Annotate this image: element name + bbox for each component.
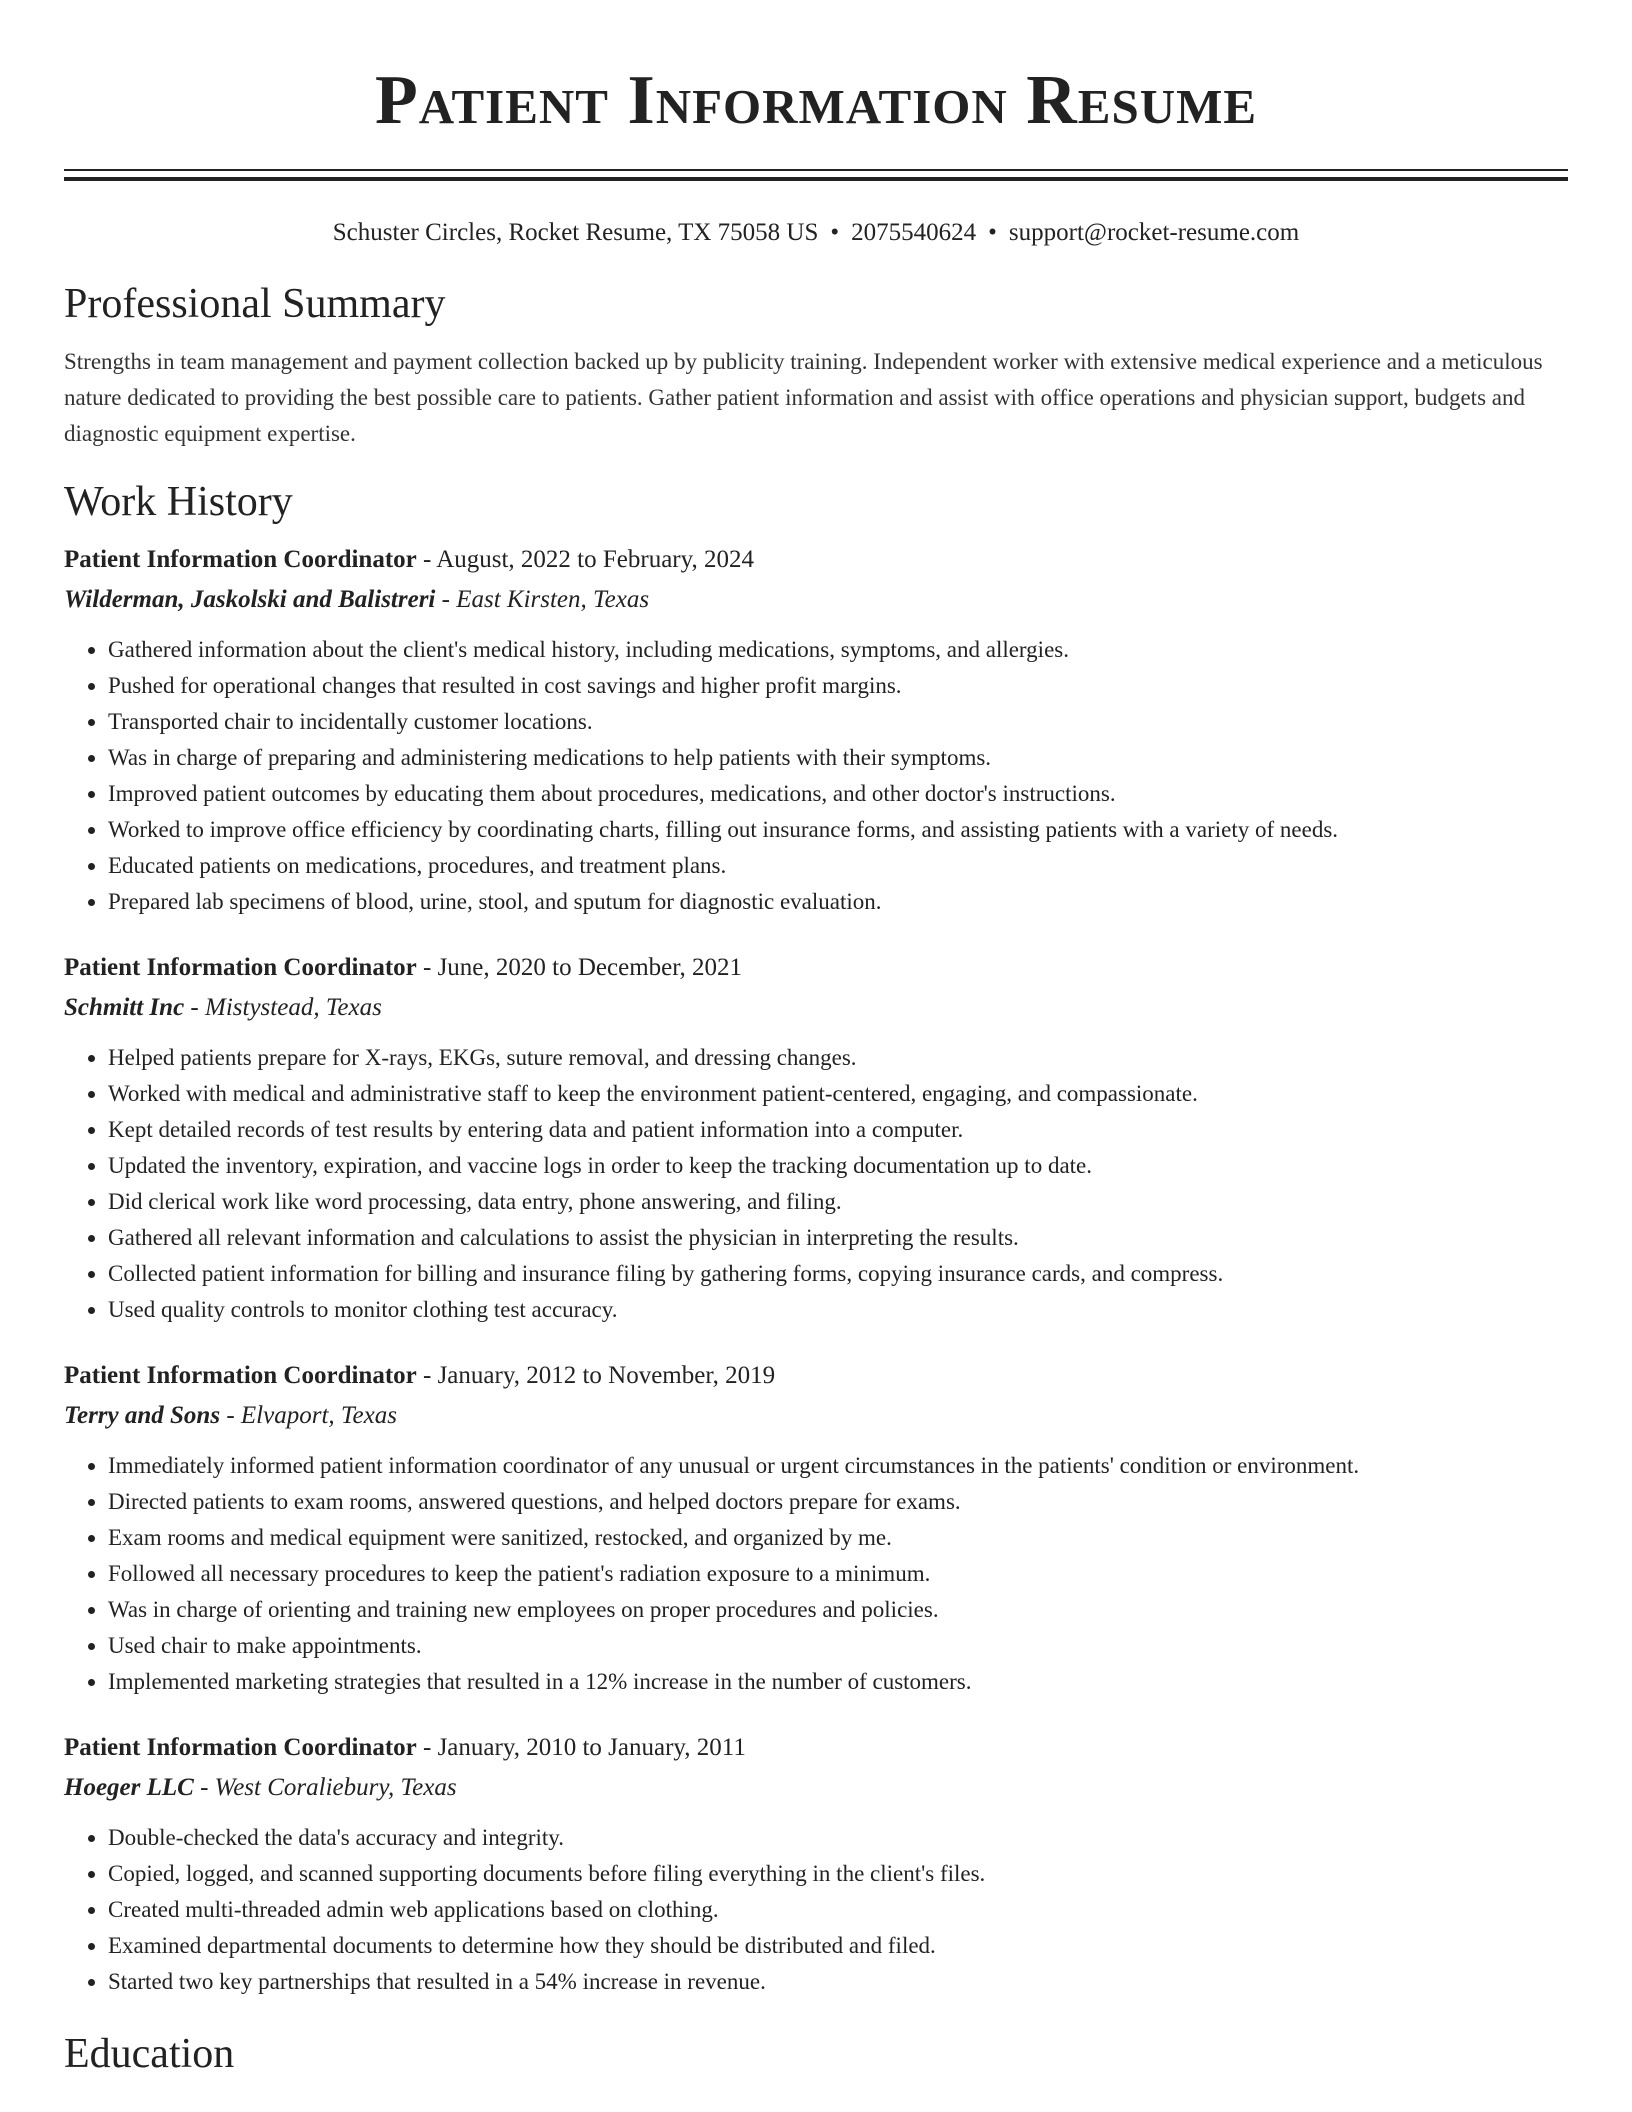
- job-company: Hoeger LLC: [64, 1774, 194, 1801]
- job-dates: January, 2010 to January, 2011: [437, 1734, 746, 1761]
- job-company: Terry and Sons: [64, 1402, 221, 1429]
- job-duty-item: • Implemented marketing strategies that resulted in a 12% increase in the number of customers.: [108, 1664, 1568, 1700]
- job-duty-item: • Pushed for operational changes that resulted in cost savings and higher profit margins.: [108, 668, 1568, 704]
- title-divider-thick: [64, 177, 1568, 181]
- work-history-heading: Work History: [64, 479, 293, 525]
- job-duty-item: • Followed all necessary procedures to keep the patient's radiation exposure to a minimum.: [108, 1556, 1568, 1592]
- title-divider-thin: [64, 169, 1568, 171]
- job-dates: August, 2022 to February, 2024: [436, 546, 755, 573]
- job-duty-item: • Prepared lab specimens of blood, urine, stool, and sputum for diagnostic evaluation.: [108, 884, 1568, 920]
- job-duties-list: [64, 1040, 1568, 1328]
- job-duties-list: [64, 632, 1568, 920]
- job-dash: -: [423, 1734, 432, 1761]
- job-entry: [64, 948, 1568, 1328]
- job-role: Patient Information Coordinator: [64, 546, 417, 573]
- job-entry: [64, 1728, 1568, 2000]
- job-dash: -: [423, 954, 432, 981]
- job-company-line: [64, 1396, 1568, 1436]
- contact-line: [64, 216, 1568, 250]
- job-duty-item: • Worked to improve office efficiency by coordinating charts, filling out insurance forms, and assisting patients with a variety of needs.: [108, 812, 1568, 848]
- job-duties-list: [64, 1820, 1568, 2000]
- job-dash: -: [190, 994, 199, 1021]
- contact-address: Schuster Circles, Rocket Resume, TX 75058 US: [332, 219, 819, 246]
- job-duty-item: • Was in charge of preparing and administering medications to help patients with their symptoms.: [108, 740, 1568, 776]
- job-duty-item: • Was in charge of orienting and training new employees on proper procedures and policies.: [108, 1592, 1568, 1628]
- job-duty-item: • Worked with medical and administrative staff to keep the environment patient-centered, engaging, and compassionate.: [108, 1076, 1568, 1112]
- job-duty-item: • Started two key partnerships that resulted in a 54% increase in revenue.: [108, 1964, 1568, 2000]
- job-duty-item: • Updated the inventory, expiration, and vaccine logs in order to keep the tracking documentation up to date.: [108, 1148, 1568, 1184]
- job-company-line: [64, 988, 1568, 1028]
- job-duty-item: • Created multi-threaded admin web applications based on clothing.: [108, 1892, 1568, 1928]
- job-duty-item: • Did clerical work like word processing, data entry, phone answering, and filing.: [108, 1184, 1568, 1220]
- contact-separator: •: [830, 219, 840, 246]
- job-dash: -: [441, 586, 450, 613]
- education-heading: Education: [64, 2031, 235, 2077]
- job-role: Patient Information Coordinator: [64, 954, 417, 981]
- contact-separator: •: [988, 219, 997, 246]
- job-dash: -: [423, 1362, 432, 1389]
- summary-heading: Professional Summary: [64, 281, 446, 327]
- job-location: Mistystead, Texas: [205, 994, 382, 1021]
- job-dash: -: [200, 1774, 209, 1801]
- contact-phone: 2075540624: [851, 219, 977, 246]
- job-title-line: [64, 540, 1568, 580]
- page-title: Patient Information Resume: [374, 62, 1258, 139]
- job-duty-item: • Used quality controls to monitor clothing test accuracy.: [108, 1292, 1568, 1328]
- job-company: Schmitt Inc: [64, 994, 185, 1021]
- job-duty-item: • Used chair to make appointments.: [108, 1628, 1568, 1664]
- job-duty-item: • Helped patients prepare for X-rays, EKGs, suture removal, and dressing changes.: [108, 1040, 1568, 1076]
- summary-text: Strengths in team management and payment collection backed up by publicity training. Independent worker with extensive medical experience and a meticulous nature dedicated to providing the best possible care to patients. Gather patient information and assist with office operations and physician support, budgets and diagnostic equipment expertise.: [64, 349, 1543, 446]
- job-duty-item: • Directed patients to exam rooms, answered questions, and helped doctors prepare for exams.: [108, 1484, 1568, 1520]
- job-duty-item: • Exam rooms and medical equipment were sanitized, restocked, and organized by me.: [108, 1520, 1568, 1556]
- job-duty-item: • Improved patient outcomes by educating them about procedures, medications, and other doctor's instructions.: [108, 776, 1568, 812]
- job-duty-item: • Kept detailed records of test results by entering data and patient information into a computer.: [108, 1112, 1568, 1148]
- job-role: Patient Information Coordinator: [64, 1734, 417, 1761]
- job-company: Wilderman, Jaskolski and Balistreri: [64, 586, 436, 613]
- job-duty-item: • Transported chair to incidentally customer locations.: [108, 704, 1568, 740]
- job-company-line: [64, 1768, 1568, 1808]
- job-duty-item: • Double-checked the data's accuracy and integrity.: [108, 1820, 1568, 1856]
- job-duty-item: • Copied, logged, and scanned supporting documents before filing everything in the client's files.: [108, 1856, 1568, 1892]
- job-location: East Kirsten, Texas: [456, 586, 650, 613]
- job-title-line: [64, 1356, 1568, 1396]
- job-title-line: [64, 948, 1568, 988]
- job-entry: [64, 540, 1568, 920]
- job-duty-item: • Immediately informed patient information coordinator of any unusual or urgent circumstances in the patients' condition or environment.: [108, 1448, 1568, 1484]
- job-dash: -: [423, 546, 432, 573]
- job-duties-list: [64, 1448, 1568, 1700]
- job-duty-item: • Gathered information about the client's medical history, including medications, symptoms, and allergies.: [108, 632, 1568, 668]
- job-title-line: [64, 1728, 1568, 1768]
- job-dates: January, 2012 to November, 2019: [437, 1362, 776, 1389]
- job-duty-item: • Gathered all relevant information and calculations to assist the physician in interpreting the results.: [108, 1220, 1568, 1256]
- job-duty-item: • Collected patient information for billing and insurance filing by gathering forms, copying insurance cards, and compress.: [108, 1256, 1568, 1292]
- job-location: Elvaport, Texas: [240, 1402, 397, 1429]
- job-duty-item: • Examined departmental documents to determine how they should be distributed and filed.: [108, 1928, 1568, 1964]
- job-role: Patient Information Coordinator: [64, 1362, 417, 1389]
- job-entry: [64, 1356, 1568, 1700]
- job-duty-item: • Educated patients on medications, procedures, and treatment plans.: [108, 848, 1568, 884]
- job-company-line: [64, 580, 1568, 620]
- job-location: West Coraliebury, Texas: [214, 1774, 457, 1801]
- job-dash: -: [226, 1402, 235, 1429]
- job-dates: June, 2020 to December, 2021: [437, 954, 743, 981]
- contact-email: support@rocket-resume.com: [1008, 219, 1300, 246]
- work-history-list: [64, 540, 1568, 2000]
